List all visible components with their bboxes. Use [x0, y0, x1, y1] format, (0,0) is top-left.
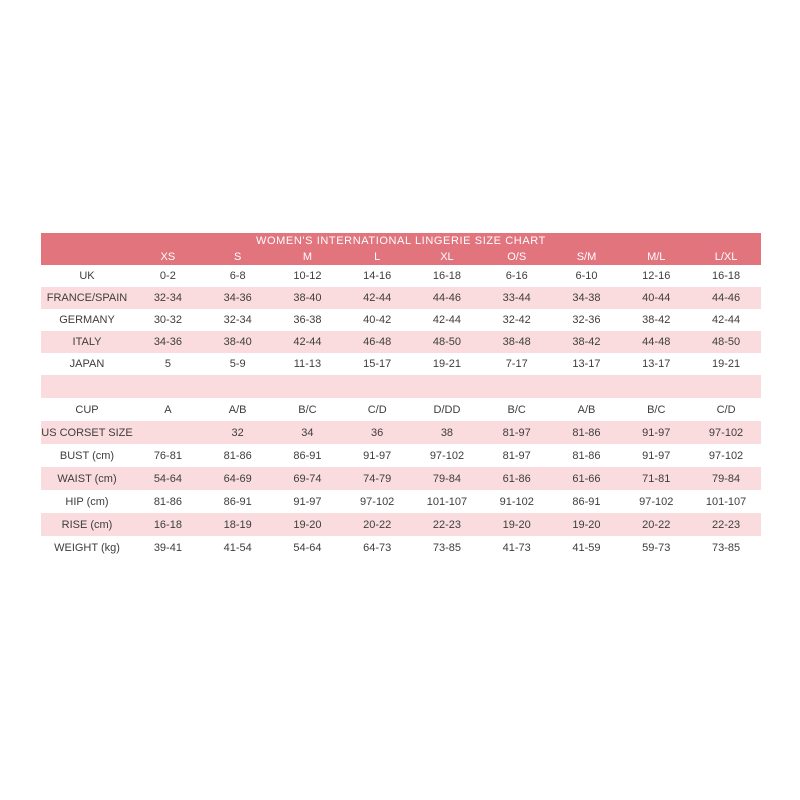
column-header-l: L: [342, 249, 412, 265]
size-cell: 97-102: [639, 495, 674, 508]
size-cell: 81-86: [572, 426, 601, 439]
size-cell: [621, 375, 691, 398]
size-cell: B/C: [298, 403, 317, 416]
size-cell: [552, 375, 622, 398]
size-cell: 44-46: [432, 292, 462, 304]
column-header-xl: XL: [412, 249, 482, 265]
row-label: US CORSET SIZE: [41, 426, 133, 439]
size-cell: 19-21: [432, 358, 462, 370]
size-cell: 20-22: [642, 518, 671, 531]
size-cell: 30-32: [153, 314, 182, 326]
row-label: UK: [79, 270, 95, 282]
size-cell: 7-17: [505, 358, 528, 370]
size-cell: 5-9: [229, 358, 246, 370]
table-row: [41, 513, 761, 536]
row-label: WAIST (cm): [57, 472, 117, 485]
size-cell: 81-97: [502, 449, 531, 462]
size-cell: 38-48: [502, 336, 531, 348]
size-cell: C/D: [367, 403, 387, 416]
size-cell: 42-44: [363, 292, 392, 304]
size-cell: 73-85: [711, 541, 741, 554]
row-label: [41, 375, 133, 398]
size-cell: 64-69: [223, 472, 252, 485]
size-cell: 13-17: [642, 358, 671, 370]
size-cell: 91-97: [642, 426, 671, 439]
size-cell: 6-16: [505, 270, 528, 282]
size-cell: [342, 375, 412, 398]
size-cell: 41-54: [223, 541, 252, 554]
size-cell: 38: [440, 426, 454, 439]
size-cell: D/DD: [433, 403, 461, 416]
size-cell: 42-44: [293, 336, 322, 348]
size-cell: 61-66: [572, 472, 601, 485]
row-label: BUST (cm): [59, 449, 115, 462]
size-cell: A/B: [577, 403, 596, 416]
size-cell: 73-85: [432, 541, 462, 554]
size-cell: 91-97: [642, 449, 671, 462]
size-cell: 46-48: [363, 336, 392, 348]
size-cell: A/B: [228, 403, 247, 416]
size-cell: 79-84: [711, 472, 741, 485]
size-cell: 59-73: [642, 541, 671, 554]
size-cell: 97-102: [708, 426, 744, 439]
column-header-s: S: [203, 249, 273, 265]
size-cell: 81-86: [572, 449, 601, 462]
size-cell: 22-23: [432, 518, 462, 531]
chart-title: WOMEN'S INTERNATIONAL LINGERIE SIZE CHART: [41, 233, 761, 249]
column-header-blank: [41, 249, 133, 265]
size-cell: 101-107: [705, 495, 747, 508]
size-cell: 38-40: [223, 336, 252, 348]
size-cell: 81-97: [502, 426, 531, 439]
size-cell: 81-86: [153, 495, 182, 508]
row-label: FRANCE/SPAIN: [46, 292, 128, 304]
size-cell: 12-16: [642, 270, 671, 282]
size-cell: 69-74: [293, 472, 322, 485]
size-cell: [482, 375, 552, 398]
size-cell: 54-64: [153, 472, 182, 485]
column-header-sm: S/M: [552, 249, 622, 265]
size-cell: 48-50: [432, 336, 462, 348]
column-header-lxl: L/XL: [691, 249, 761, 265]
size-chart-container: [41, 233, 761, 559]
size-cell: [133, 375, 203, 398]
size-cell: 91-102: [499, 495, 534, 508]
size-cell: [133, 421, 203, 444]
size-cell: 39-41: [153, 541, 182, 554]
size-cell: 32-36: [572, 314, 601, 326]
table-row: [41, 444, 761, 467]
size-cell: 19-21: [711, 358, 741, 370]
size-cell: 97-102: [429, 449, 465, 462]
size-cell: 38-40: [293, 292, 322, 304]
size-cell: 71-81: [642, 472, 671, 485]
size-cell: 34-36: [153, 336, 182, 348]
size-cell: 61-86: [502, 472, 531, 485]
column-header-row: [41, 249, 761, 265]
row-label: WEIGHT (kg): [54, 541, 120, 554]
size-cell: [203, 375, 273, 398]
size-cell: 86-91: [572, 495, 601, 508]
size-cell: 40-44: [642, 292, 671, 304]
size-cell: 76-81: [153, 449, 182, 462]
size-cell: 54-64: [293, 541, 322, 554]
size-cell: 33-44: [502, 292, 531, 304]
size-cell: 19-20: [502, 518, 531, 531]
table-row: [41, 398, 761, 421]
table-head: [41, 233, 761, 265]
size-cell: C/D: [716, 403, 736, 416]
table-row: [41, 265, 761, 287]
size-cell: 11-13: [293, 358, 322, 370]
size-cell: 36: [371, 426, 384, 439]
size-cell: 16-18: [153, 518, 182, 531]
size-cell: 32-42: [502, 314, 531, 326]
size-cell: 10-12: [293, 270, 322, 282]
size-cell: 41-73: [502, 541, 531, 554]
size-cell: [412, 375, 482, 398]
size-cell: 18-19: [223, 518, 252, 531]
column-header-ml: M/L: [621, 249, 691, 265]
column-header-xs: XS: [133, 249, 203, 265]
size-cell: 32-34: [153, 292, 182, 304]
size-cell: 42-44: [711, 314, 741, 326]
table-row: [41, 467, 761, 490]
size-cell: 41-59: [572, 541, 601, 554]
size-cell: 13-17: [572, 358, 601, 370]
spacer-row: [41, 375, 761, 398]
table-row: [41, 490, 761, 513]
size-cell: 6-10: [575, 270, 598, 282]
column-header-os: O/S: [482, 249, 552, 265]
size-cell: 101-107: [426, 495, 468, 508]
size-cell: 91-97: [363, 449, 392, 462]
size-cell: 5: [164, 358, 171, 370]
size-cell: 22-23: [711, 518, 741, 531]
size-cell: B/C: [647, 403, 666, 416]
size-chart-table: [41, 233, 761, 559]
size-cell: 36-38: [293, 314, 322, 326]
size-cell: 15-17: [363, 358, 392, 370]
size-cell: 14-16: [363, 270, 392, 282]
table-row: [41, 309, 761, 331]
size-cell: 19-20: [293, 518, 322, 531]
size-cell: 81-86: [223, 449, 252, 462]
size-cell: [273, 375, 343, 398]
row-label: JAPAN: [69, 358, 105, 370]
row-label: HIP (cm): [65, 495, 109, 508]
size-cell: 91-97: [293, 495, 322, 508]
size-cell: 97-102: [708, 449, 744, 462]
size-cell: 48-50: [711, 336, 741, 348]
size-cell: 34-36: [223, 292, 252, 304]
row-label: GERMANY: [59, 314, 115, 326]
size-cell: B/C: [507, 403, 526, 416]
table-body: [41, 265, 761, 559]
table-row: [41, 353, 761, 375]
column-header-m: M: [273, 249, 343, 265]
size-cell: 44-48: [642, 336, 671, 348]
size-cell: [691, 375, 761, 398]
size-cell: 32: [231, 426, 244, 439]
size-cell: 34-38: [572, 292, 601, 304]
size-cell: 86-91: [293, 449, 322, 462]
size-cell: 0-2: [159, 270, 176, 282]
size-cell: 19-20: [572, 518, 601, 531]
size-cell: 79-84: [432, 472, 462, 485]
row-label: ITALY: [72, 336, 102, 348]
size-cell: 97-102: [360, 495, 395, 508]
size-cell: 6-8: [229, 270, 246, 282]
size-cell: 64-73: [363, 541, 392, 554]
size-cell: 16-18: [432, 270, 462, 282]
size-cell: 38-42: [572, 336, 601, 348]
row-label: CUP: [75, 403, 99, 416]
size-cell: 44-46: [711, 292, 741, 304]
size-cell: A: [164, 403, 172, 416]
table-row: [41, 331, 761, 353]
table-row: [41, 421, 761, 444]
size-cell: 74-79: [363, 472, 392, 485]
size-cell: 86-91: [223, 495, 252, 508]
size-cell: 34: [301, 426, 314, 439]
size-cell: 32-34: [223, 314, 252, 326]
size-cell: 38-42: [642, 314, 671, 326]
size-cell: 40-42: [363, 314, 392, 326]
size-cell: 20-22: [363, 518, 392, 531]
table-row: [41, 536, 761, 559]
size-cell: 16-18: [711, 270, 741, 282]
row-label: RISE (cm): [61, 518, 113, 531]
title-row: [41, 233, 761, 249]
size-cell: 42-44: [432, 314, 462, 326]
table-row: [41, 287, 761, 309]
